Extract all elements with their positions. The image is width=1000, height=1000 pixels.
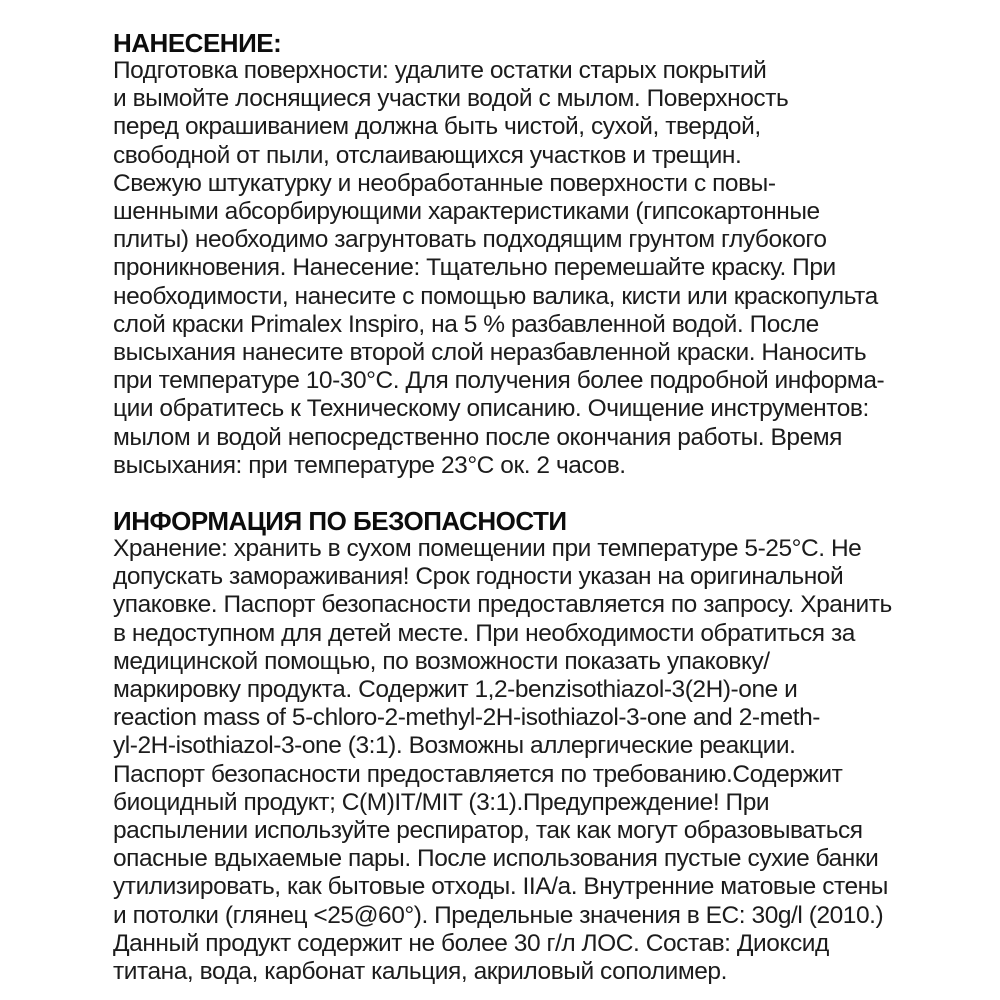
text-line: в недоступном для детей месте. При необходимости обратиться за bbox=[113, 619, 855, 647]
text-line: перед окрашиванием должна быть чистой, сухой, твердой, bbox=[113, 113, 761, 141]
text-line: yl-2H-isothiazol-3-one (3:1). Возможны аллергические реакции. bbox=[113, 732, 796, 760]
text-line: утилизировать, как бытовые отходы. IIA/a. Внутренние матовые стены bbox=[113, 873, 888, 901]
text-line: упаковке. Паспорт безопасности предоставляется по запросу. Хранить bbox=[113, 591, 892, 619]
text-line: reaction mass of 5-chloro-2-methyl-2H-isothiazol-3-one and 2-meth- bbox=[113, 704, 820, 732]
application-heading: НАНЕСЕНИЕ: bbox=[113, 28, 282, 58]
text-line: опасные вдыхаемые пары. После использования пустые сухие банки bbox=[113, 845, 879, 873]
text-line: медицинской помощью, по возможности показать упаковку/ bbox=[113, 647, 770, 675]
text-line: Паспорт безопасности предоставляется по требованию.Содержит bbox=[113, 760, 843, 788]
text-line: Данный продукт содержит не более 30 г/л ЛОС. Состав: Диоксид bbox=[113, 929, 829, 957]
text-line: шенными абсорбирующими характеристиками (гипсокартонные bbox=[113, 198, 820, 226]
text-line: необходимости, нанесите с помощью валика, кисти или краскопульта bbox=[113, 282, 878, 310]
text-line: мылом и водой непосредственно после окончания работы. Время bbox=[113, 423, 842, 451]
application-text bbox=[113, 57, 948, 480]
section-application bbox=[113, 29, 948, 480]
text-line: и вымойте лоснящиеся участки водой с мылом. Поверхность bbox=[113, 85, 789, 113]
text-line: и потолки (глянец <25@60°). Предельные значения в ЕС: 30g/l (2010.) bbox=[113, 901, 884, 929]
text-line: слой краски Primalex Inspiro, на 5 % разбавленной водой. После bbox=[113, 310, 819, 338]
text-line: свободной от пыли, отслаивающихся участков и трещин. bbox=[113, 141, 742, 169]
safety-information-text bbox=[113, 535, 948, 986]
text-line: при температуре 10-30°C. Для получения более подробной информа- bbox=[113, 367, 885, 395]
text-line: проникновения. Нанесение: Тщательно перемешайте краску. При bbox=[113, 254, 836, 282]
text-line: высыхания нанесите второй слой неразбавленной краски. Наносить bbox=[113, 339, 867, 367]
text-line: титана, вода, карбонат кальция, акриловый сополимер. bbox=[113, 958, 727, 986]
text-line: Подготовка поверхности: удалите остатки старых покрытий bbox=[113, 57, 767, 84]
text-line: распылении используйте респиратор, так как могут образовываться bbox=[113, 817, 863, 845]
text-line: плиты) необходимо загрунтовать подходящим грунтом глубокого bbox=[113, 226, 827, 254]
text-line: биоцидный продукт; C(M)IT/MIT (3:1).Предупреждение! При bbox=[113, 788, 770, 816]
text-line: Хранение: хранить в сухом помещении при температуре 5-25°C. Не bbox=[113, 535, 862, 563]
safety-information-heading: ИНФОРМАЦИЯ ПО БЕЗОПАСНОСТИ bbox=[113, 506, 567, 537]
text-line: Свежую штукатурку и необработанные поверхности с повы- bbox=[113, 169, 776, 197]
text-line: высыхания: при температуре 23°C ок. 2 часов. bbox=[113, 451, 626, 479]
section-safety-information bbox=[113, 507, 948, 986]
text-line: допускать замораживания! Срок годности указан на оригинальной bbox=[113, 563, 844, 591]
text-line: маркировку продукта. Содержит 1,2-benzisothiazol-3(2H)-one и bbox=[113, 676, 798, 704]
text-line: ции обратитесь к Техническому описанию. Очищение инструментов: bbox=[113, 395, 869, 423]
